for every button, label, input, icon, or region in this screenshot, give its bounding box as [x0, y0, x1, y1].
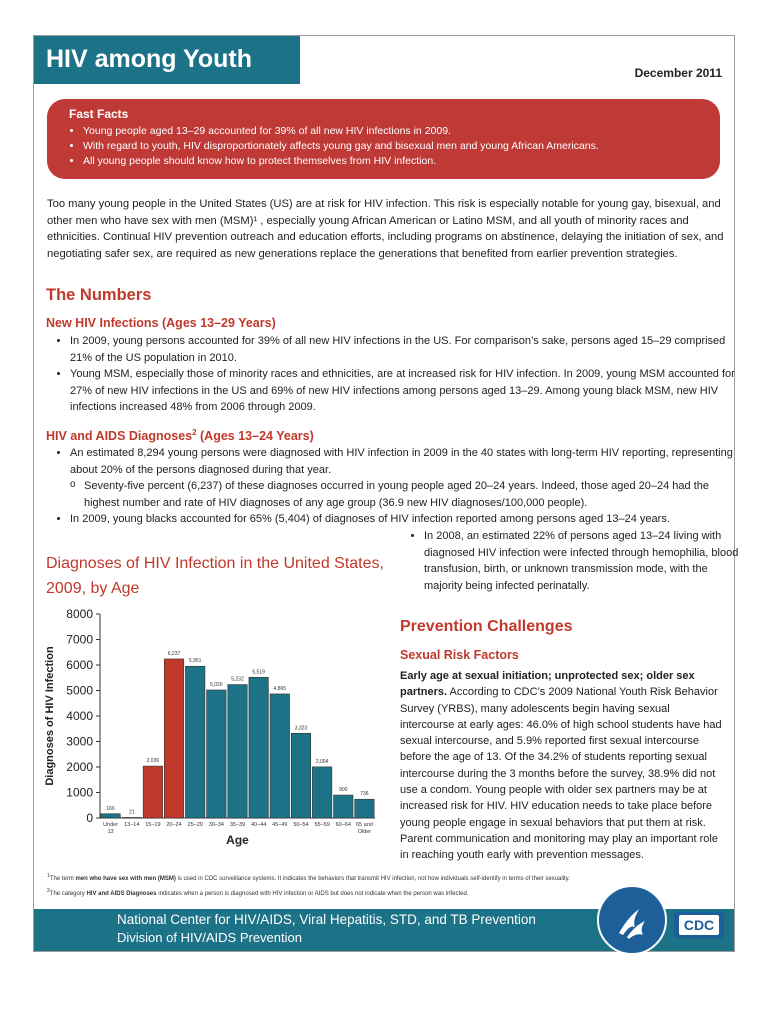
bar — [355, 799, 374, 818]
list-item: • In 2009, young persons accounted for 39% of all new HIV infections in the US. For comparison’s sake, persons aged 15–29 comprised 21% of the US population in 2010. — [70, 333, 745, 366]
x-tick-label: Under — [103, 822, 119, 828]
eagle-icon — [599, 887, 665, 953]
bar — [122, 817, 141, 818]
bar — [185, 666, 204, 818]
fast-facts-heading: Fast Facts — [69, 107, 129, 121]
fast-facts-box — [47, 99, 720, 179]
y-tick-label: 5000 — [66, 683, 93, 698]
y-tick-label: 2000 — [66, 760, 93, 774]
hiv-diagnoses-bar-chart — [40, 602, 385, 852]
bar-value-label: 2,004 — [315, 758, 329, 765]
bar — [101, 814, 120, 818]
chart-plot-area — [44, 607, 375, 847]
bar — [291, 733, 310, 818]
bar-value-label: 5,519 — [252, 669, 265, 676]
fast-fact-item: • Young people aged 13–29 accounted for 39% of all new HIV infections in 2009. — [83, 124, 720, 139]
y-tick-label: 3000 — [66, 734, 93, 749]
bar — [228, 685, 247, 818]
sexual-risk-lead: Early age at sexual initiation; unprotected sex; older sex partners. — [400, 670, 695, 699]
footnote-text: indicates when a person is diagnosed with HIV infection or AIDS but does not indicate when the person was infected. — [156, 891, 469, 897]
footer-center-name: National Center for HIV/AIDS, Viral Hepatitis, STD, and TB Prevention — [117, 912, 536, 927]
sexual-risk-paragraph — [400, 668, 725, 864]
diagnoses-list — [48, 445, 745, 528]
footnote-term: HIV and AIDS Diagnoses — [86, 891, 157, 897]
x-tick-label: 45–49 — [272, 822, 288, 828]
footnote-term: men who have sex with men (MSM) — [75, 876, 176, 882]
footer-division-name: Division of HIV/AIDS Prevention — [117, 930, 302, 945]
diagnoses-heading — [46, 428, 314, 443]
diagnoses-list-continued — [402, 528, 744, 594]
list-item-text: An estimated 8,294 young persons were diagnosed with HIV infection in 2009 in the 40 states with long-term HIV reporting, representing about 20% of the persons diagnosed during that year. — [70, 447, 733, 476]
bar — [164, 659, 183, 818]
sexual-risk-body: According to CDC’s 2009 National Youth Risk Behavior Survey (YRBS), many adolescents begin having sexual intercourse at early ages: 46.0% of high school students have had sexual intercourse, and 5.9% reported first sexual intercourse before the age of 13. Of the 34.2% of students reporting sexual intercourse during the 3 months before the survey, 38.9% did not use a condom. Young people with older sex partners may be at increased risk for HIV. HIV education needs to take place before young people engage in sexual behaviors that put them at risk. Parent communication and monitoring may play an important role in reaching youth early with prevention messages. — [400, 686, 722, 862]
y-tick-label: 1000 — [66, 785, 93, 800]
publication-date: December 2011 — [634, 66, 722, 80]
x-tick-label: Older — [357, 829, 372, 835]
new-infections-list — [48, 333, 745, 416]
bar-value-label: 3,323 — [294, 725, 308, 732]
y-axis-title: Diagnoses of HIV Infection — [44, 646, 56, 786]
list-item: • Young MSM, especially those of minority races and ethnicities, are at increased risk for HIV infection. In 2009, young MSM accounted for 27% of new HIV infections in the US and 69% of new HIV infections among persons aged 13–29. Among young black MSM, new HIV infections increased 48% from 2006 through 2009. — [70, 366, 745, 416]
footnote-text: The category — [49, 891, 87, 897]
hhs-seal-icon — [597, 885, 667, 955]
y-tick-label: 7000 — [66, 632, 93, 647]
cdc-logo-text: CDC — [679, 915, 719, 935]
x-tick-label: 55–59 — [314, 822, 330, 828]
bar-value-label: 166 — [106, 805, 115, 812]
x-tick-label: 30–34 — [208, 822, 224, 828]
y-tick-label: 8000 — [66, 607, 93, 621]
footnote-number: 2 — [47, 888, 50, 894]
x-tick-label: 15–19 — [145, 822, 161, 828]
list-item: • In 2009, young blacks accounted for 65% (5,404) of diagnoses of HIV infection reported among persons aged 13–24 years. — [70, 511, 745, 528]
page-title: HIV among Youth — [46, 45, 253, 73]
bar-value-label: 21 — [128, 809, 135, 816]
bar-value-label: 2,036 — [146, 758, 160, 765]
new-infections-heading: New HIV Infections (Ages 13–29 Years) — [46, 316, 276, 330]
footnote-number: 1 — [47, 873, 50, 879]
bar-value-label: 736 — [360, 791, 369, 798]
bar — [143, 766, 162, 818]
y-tick-label: 4000 — [66, 709, 93, 723]
bar-value-label: 5,951 — [188, 658, 202, 665]
bar-value-label: 4,865 — [273, 685, 287, 692]
bar — [207, 690, 226, 818]
footnote — [47, 870, 727, 885]
bar — [270, 694, 289, 818]
footnote-ref: 2 — [192, 428, 197, 437]
x-tick-label: 50–54 — [293, 822, 309, 828]
chart-title: Diagnoses of HIV Infection in the United States, 2009, by Age — [46, 555, 384, 597]
numbers-heading: The Numbers — [46, 286, 152, 304]
bar-value-label: 5,232 — [231, 676, 244, 683]
list-item: • In 2008, an estimated 22% of persons aged 13–24 living with diagnosed HIV infection were infected through hemophilia, blood transfusion, birth, or unknown transmission mode, with the majority being infected perinatally. — [424, 528, 744, 594]
footnote-text: is used in CDC surveillance systems. It indicates the behaviors that transmit HIV infection, not how individuals self-identify in terms of their sexuality. — [175, 876, 570, 882]
diagnoses-heading-tail: (Ages 13–24 Years) — [196, 429, 314, 444]
intro-paragraph: Too many young people in the United States (US) are at risk for HIV infection. This risk is especially notable for young gay, bisexual, and other men who have sex with men (MSM)¹ , especially young African American or Latino MSM, and all youth of minority races and ethnicities. Continual HIV prevention outreach and education efforts, including programs on abstinence, delaying the initiation of sex, and negotiating safer sex, are required as new generations replace the generations that benefited from earlier prevention strategies. — [47, 198, 724, 260]
diagnoses-heading-text: HIV and AIDS Diagnoses — [46, 429, 193, 444]
cdc-logo — [674, 912, 724, 938]
bar — [334, 795, 353, 818]
fast-fact-item: • All young people should know how to protect themselves from HIV infection. — [83, 154, 720, 169]
title-bar — [34, 36, 300, 84]
fast-fact-item: • With regard to youth, HIV disproportionately affects young gay and bisexual men and young African Americans. — [83, 139, 720, 154]
x-tick-label: 35–39 — [229, 822, 246, 828]
fast-facts-list — [69, 124, 720, 169]
bar — [249, 677, 268, 818]
bar — [312, 767, 331, 818]
x-tick-label: 13–14 — [124, 822, 140, 828]
y-tick-label: 0 — [86, 811, 93, 825]
diagnoses-sublist — [70, 478, 745, 511]
prevention-section — [400, 618, 725, 864]
footnote-text: The term — [49, 876, 76, 882]
x-tick-label: 20–24 — [166, 822, 182, 828]
bar-value-label: 900 — [339, 787, 348, 794]
list-item — [70, 445, 745, 511]
prevention-heading: Prevention Challenges — [400, 618, 573, 635]
bar-value-label: 5,020 — [210, 681, 223, 688]
bar-value-label: 6,237 — [167, 650, 181, 657]
x-tick-label: 40–44 — [251, 822, 267, 828]
sub-list-item: o Seventy-five percent (6,237) of these diagnoses occurred in young people aged 20–24 years. Indeed, those aged 20–24 had the highest number and rate of HIV diagnoses of any age group (36.9 new HIV diagnoses/100,000 people). — [84, 478, 745, 511]
x-tick-label: 60–64 — [335, 822, 351, 828]
x-tick-label: 13 — [107, 829, 114, 835]
x-axis-title: Age — [226, 833, 249, 847]
x-tick-label: 65 and — [356, 822, 373, 828]
x-tick-label: 25–29 — [187, 822, 203, 828]
y-tick-label: 6000 — [66, 658, 93, 672]
sexual-risk-heading: Sexual Risk Factors — [400, 648, 519, 662]
